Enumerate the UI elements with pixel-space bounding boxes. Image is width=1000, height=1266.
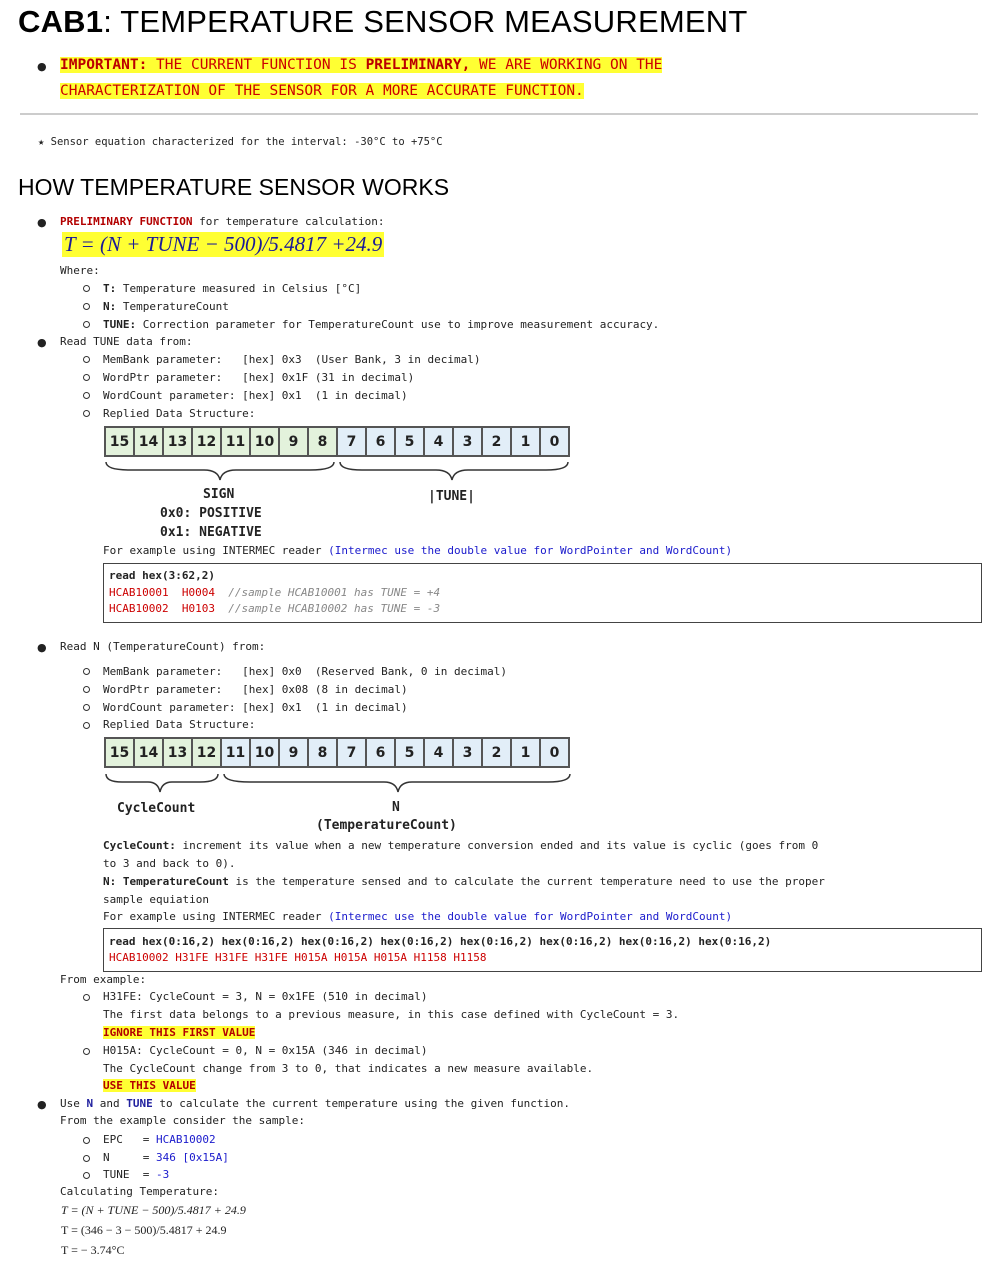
cyclecount-label: CycleCount (117, 801, 196, 816)
sign-label: SIGN (203, 487, 235, 502)
section-title: HOW TEMPERATURE SENSOR WORKS (18, 174, 450, 200)
circle-bullet (83, 285, 90, 292)
n-param: MemBank parameter: [hex] 0x0 (Reserved Bank, 0 in decimal) (103, 665, 507, 678)
sign-negative: 0x1: NEGATIVE (160, 525, 262, 540)
circle-bullet (83, 303, 90, 310)
bit-cell: 13 (164, 739, 193, 766)
divider (20, 113, 978, 115)
bit-cell: 14 (135, 428, 164, 455)
bit-cell: 6 (367, 428, 396, 455)
code-row: HCAB10001 H0004 //sample HCAB10001 has TUNE = +4 (109, 586, 441, 599)
bit-cell: 15 (106, 739, 135, 766)
calc-result: T = − 3.74°C (61, 1243, 125, 1257)
sign-positive: 0x0: POSITIVE (160, 506, 262, 521)
code-command: read hex(3:62,2) (109, 569, 215, 582)
temperaturecount-label: (TemperatureCount) (316, 818, 457, 833)
bit-cell: 4 (425, 428, 454, 455)
interval-note: ★ Sensor equation characterized for the interval: -30°C to +75°C (38, 136, 443, 148)
bit-cell: 2 (483, 739, 512, 766)
tune-abs-label: |TUNE| (428, 489, 475, 504)
use-line: Use N and TUNE to calculate the current temperature using the given function. (60, 1097, 570, 1110)
circle-bullet (83, 1172, 90, 1179)
bit-cell: 1 (512, 739, 541, 766)
read-n-label: Read N (TemperatureCount) from: (60, 640, 266, 653)
from-sample-label: From the example consider the sample: (60, 1114, 306, 1127)
circle-bullet (83, 410, 90, 417)
n-param: WordCount parameter: [hex] 0x1 (1 in decimal) (103, 701, 408, 714)
example2-line2: The CycleCount change from 3 to 0, that indicates a new measure available. (103, 1062, 594, 1075)
bit-cell: 6 (367, 739, 396, 766)
bit-cell: 14 (135, 739, 164, 766)
def-n: N: TemperatureCount (103, 300, 229, 313)
from-example-label: From example: (60, 973, 147, 986)
example1-line1: H31FE: CycleCount = 3, N = 0x1FE (510 in decimal) (103, 990, 428, 1003)
circle-bullet (83, 722, 90, 729)
n-param: WordPtr parameter: [hex] 0x08 (8 in decimal) (103, 683, 408, 696)
circle-bullet (83, 392, 90, 399)
bit-cell: 12 (193, 428, 222, 455)
tune-param: Replied Data Structure: (103, 407, 256, 420)
sample-tune: TUNE = -3 (103, 1168, 170, 1181)
sample-epc: EPC = HCAB10002 (103, 1133, 216, 1146)
bullet: ● (37, 60, 47, 73)
bit-cell: 2 (483, 428, 512, 455)
circle-bullet (83, 321, 90, 328)
bit-cell: 10 (251, 428, 280, 455)
tune-bit-structure (104, 426, 570, 457)
bullet: ● (37, 216, 47, 229)
bit-cell: 7 (338, 739, 367, 766)
calc-step-1: T = (N + TUNE − 500)/5.4817 + 24.9 (61, 1203, 246, 1217)
bit-cell: 5 (396, 428, 425, 455)
bit-cell: 1 (512, 428, 541, 455)
bit-cell: 0 (541, 428, 568, 455)
n-desc: N: TemperatureCount is the temperature sensed and to calculate the current temperature need to use the proper (103, 875, 825, 888)
n-code-box (103, 928, 982, 972)
circle-bullet (83, 686, 90, 693)
prelim-line: PRELIMINARY FUNCTION for temperature calculation: (60, 215, 385, 228)
cyclecount-desc: CycleCount: increment its value when a new temperature conversion ended and its value is cyclic (goes from 0 (103, 839, 819, 852)
use-tag: USE THIS VALUE (103, 1079, 196, 1092)
bit-cell: 10 (251, 739, 280, 766)
n-bit-structure (104, 737, 570, 768)
example-intro: For example using INTERMEC reader (Intermec use the double value for WordPointer and WordCount) (103, 544, 733, 557)
def-tune: TUNE: Correction parameter for TemperatureCount use to improve measurement accuracy. (103, 318, 660, 331)
n-label: N (392, 800, 400, 815)
bit-cell: 8 (309, 739, 338, 766)
bullet: ● (37, 1098, 47, 1111)
def-t: T: Temperature measured in Celsius [°C] (103, 282, 362, 295)
circle-bullet (83, 1048, 90, 1055)
ignore-tag: IGNORE THIS FIRST VALUE (103, 1026, 256, 1039)
tune-code-box (103, 563, 982, 623)
bit-cell: 9 (280, 428, 309, 455)
bit-cell: 4 (425, 739, 454, 766)
page-title: CAB1: TEMPERATURE SENSOR MEASUREMENT (18, 4, 748, 39)
where-label: Where: (60, 264, 100, 277)
bit-cell: 9 (280, 739, 309, 766)
n-desc-2: sample equiation (103, 893, 209, 906)
bit-cell: 13 (164, 428, 193, 455)
code-command: read hex(0:16,2) hex(0:16,2) hex(0:16,2) hex(0:16,2) hex(0:16,2) hex(0:16,2) hex(0:16,2) hex(0:16,2) (109, 935, 772, 948)
bit-cell: 7 (338, 428, 367, 455)
code-values: HCAB10002 H31FE H31FE H31FE H015A H015A H015A H1158 H1158 (109, 951, 487, 964)
calc-step-2: T = (346 − 3 − 500)/5.4817 + 24.9 (61, 1223, 227, 1237)
example1-line2: The first data belongs to a previous measure, in this case defined with CycleCount = 3. (103, 1008, 680, 1021)
tune-param: MemBank parameter: [hex] 0x3 (User Bank, 3 in decimal) (103, 353, 481, 366)
circle-bullet (83, 704, 90, 711)
tune-braces (100, 458, 580, 486)
example2-line1: H015A: CycleCount = 0, N = 0x15A (346 in decimal) (103, 1044, 428, 1057)
bit-cell: 8 (309, 428, 338, 455)
main-formula: T = (N + TUNE − 500)/5.4817 +24.9 (64, 232, 383, 256)
bullet: ● (37, 641, 47, 654)
bit-cell: 11 (222, 739, 251, 766)
important-note: IMPORTANT: THE CURRENT FUNCTION IS PRELIMINARY, WE ARE WORKING ON THE CHARACTERIZATION OF THE SENSOR FOR A MORE ACCURATE FUNCTION. (60, 57, 663, 99)
calc-title: Calculating Temperature: (60, 1185, 219, 1198)
code-row: HCAB10002 H0103 //sample HCAB10002 has TUNE = -3 (109, 602, 441, 615)
circle-bullet (83, 994, 90, 1001)
bit-cell: 11 (222, 428, 251, 455)
bit-cell: 12 (193, 739, 222, 766)
n-param: Replied Data Structure: (103, 718, 256, 731)
circle-bullet (83, 356, 90, 363)
circle-bullet (83, 1137, 90, 1144)
tune-param: WordPtr parameter: [hex] 0x1F (31 in decimal) (103, 371, 415, 384)
circle-bullet (83, 1155, 90, 1162)
bit-cell: 0 (541, 739, 568, 766)
sample-n: N = 346 [0x15A] (103, 1151, 229, 1164)
cyclecount-desc-2: to 3 and back to 0). (103, 857, 236, 870)
bit-cell: 3 (454, 428, 483, 455)
bit-cell: 5 (396, 739, 425, 766)
read-tune-label: Read TUNE data from: (60, 335, 193, 348)
bullet: ● (37, 336, 47, 349)
circle-bullet (83, 374, 90, 381)
bit-cell: 15 (106, 428, 135, 455)
tune-param: WordCount parameter: [hex] 0x1 (1 in decimal) (103, 389, 408, 402)
n-braces (100, 770, 580, 798)
example-intro-2: For example using INTERMEC reader (Intermec use the double value for WordPointer and WordCount) (103, 910, 733, 923)
bit-cell: 3 (454, 739, 483, 766)
circle-bullet (83, 668, 90, 675)
